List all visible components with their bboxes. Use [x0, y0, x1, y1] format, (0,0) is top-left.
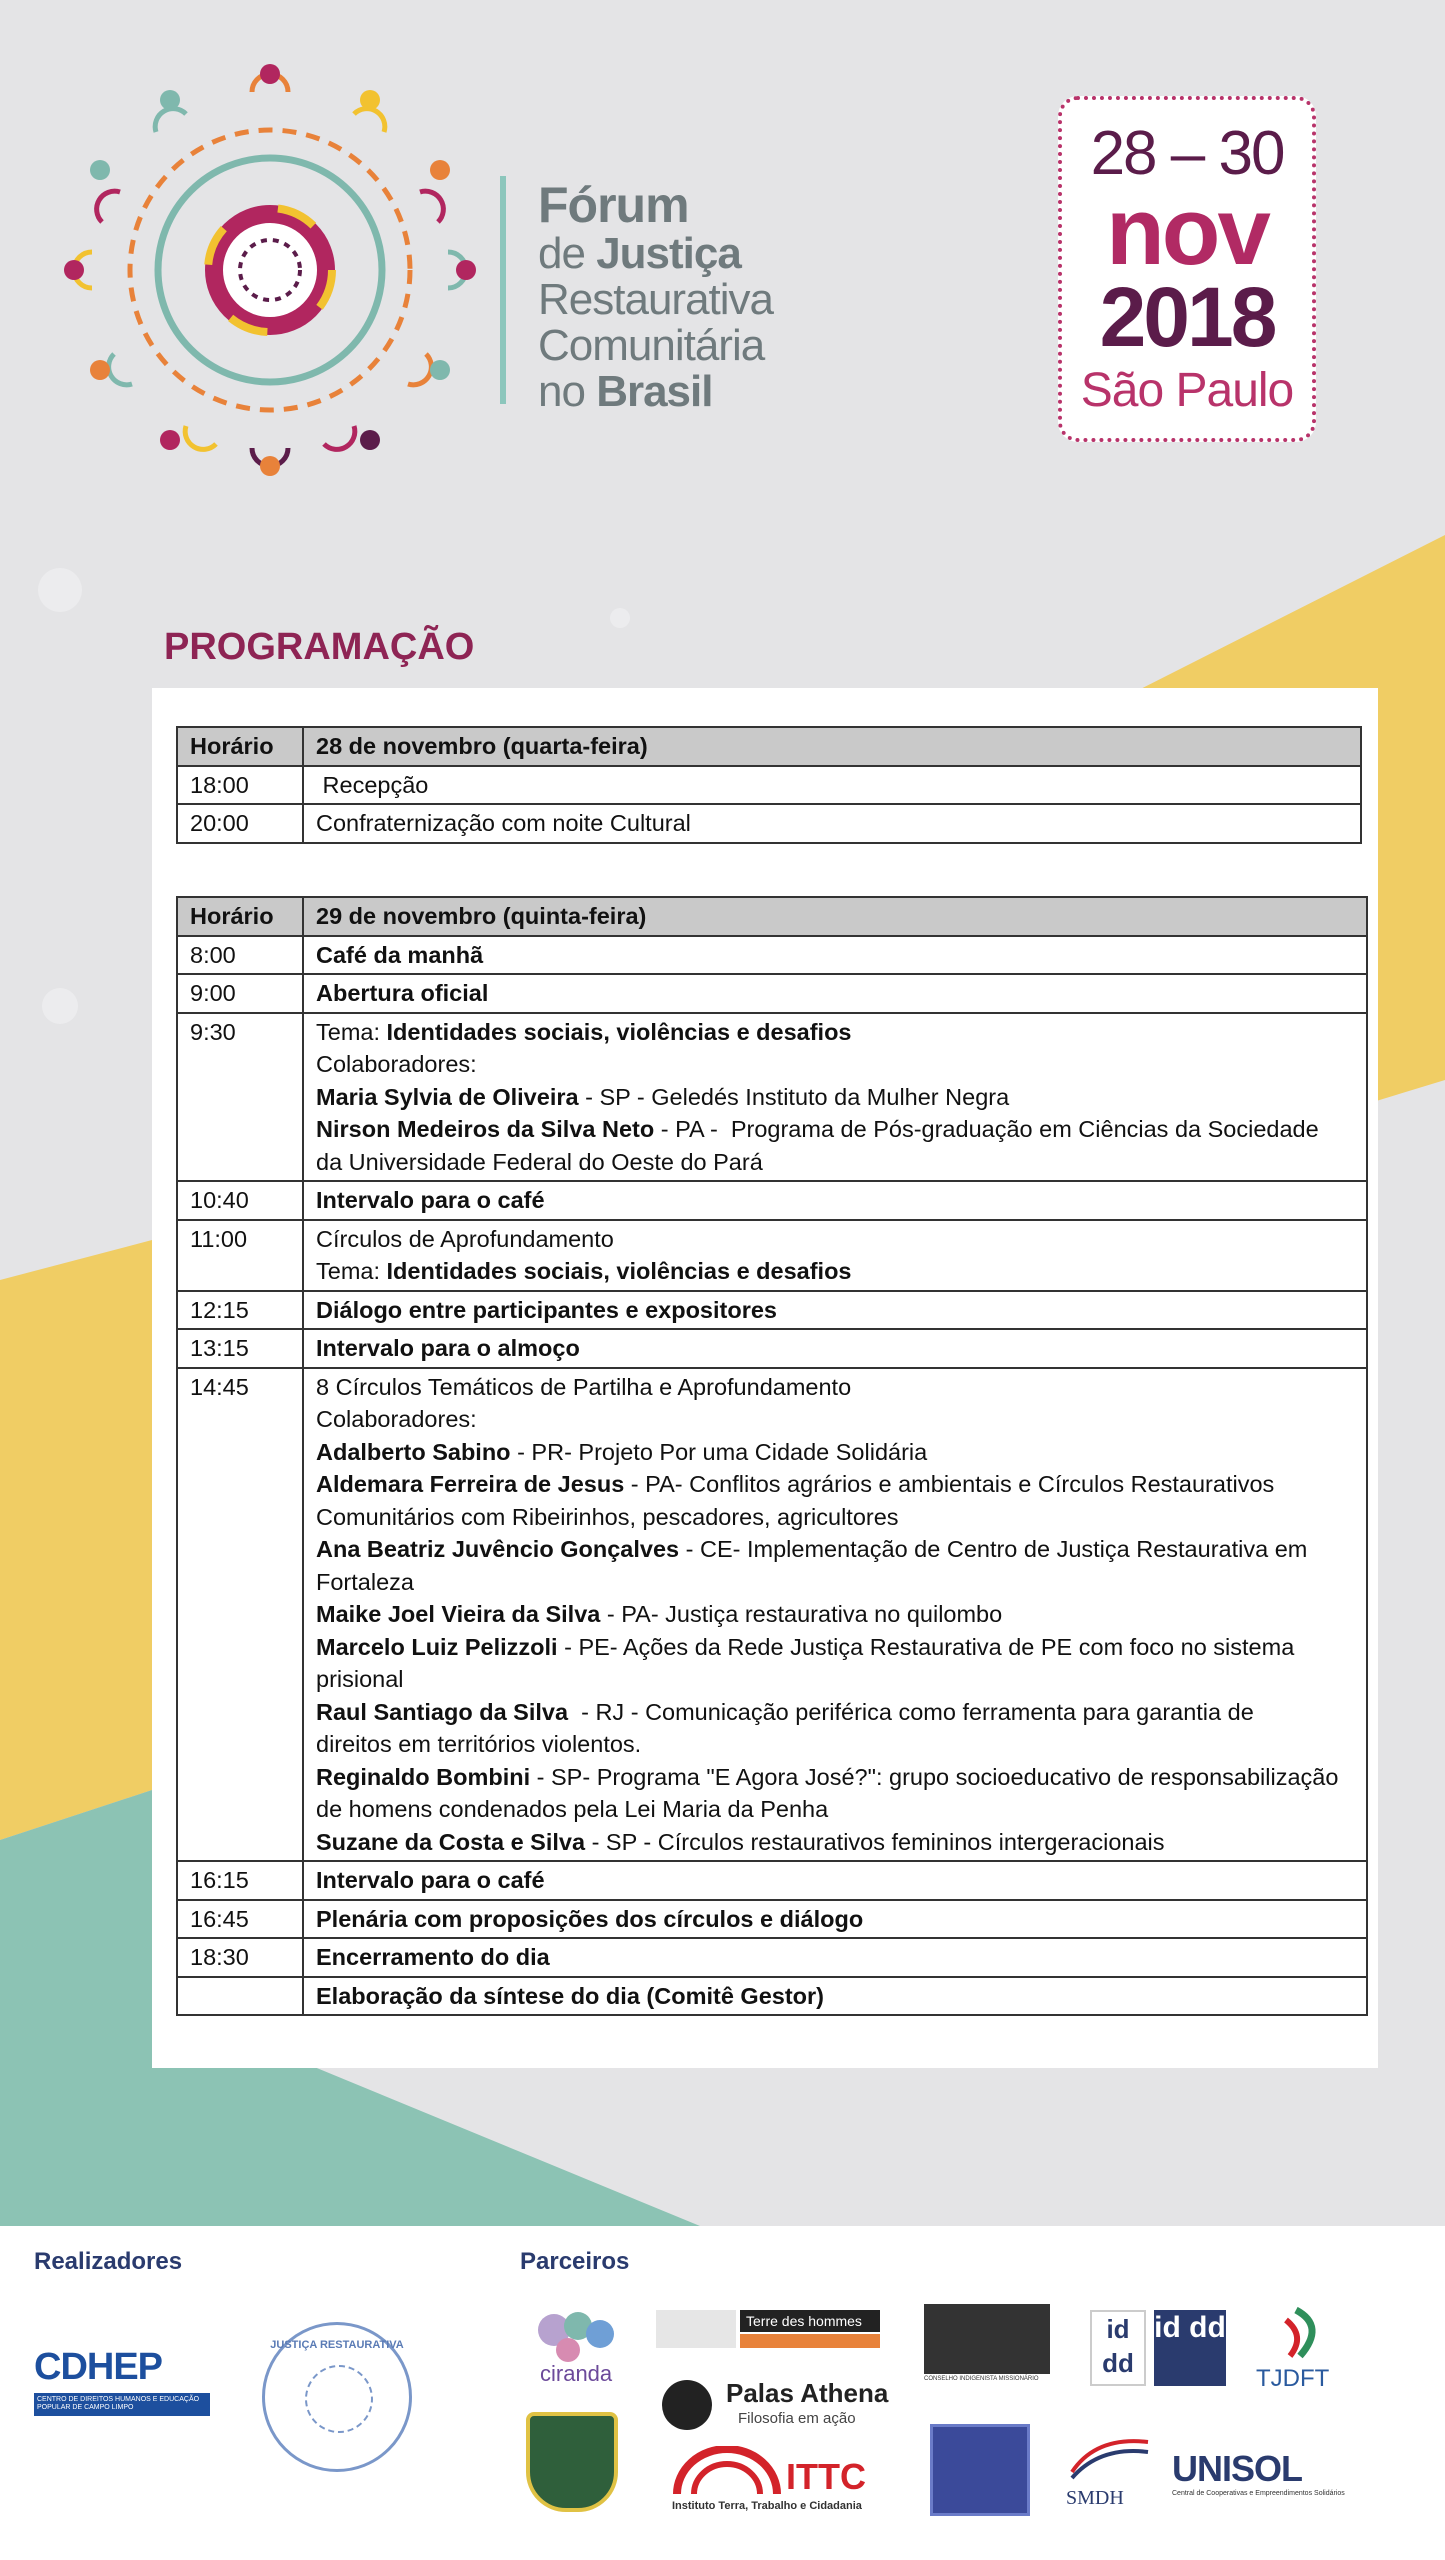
date-city: São Paulo — [1080, 364, 1294, 418]
date-month: nov — [1106, 178, 1268, 285]
title-divider — [500, 176, 506, 404]
cdhep-logo: CDHEP CENTRO DE DIREITOS HUMANOS E EDUCAÇÃO POPULAR DE CAMPO LIMPO — [34, 2346, 210, 2446]
row-text: Recepção — [303, 766, 1361, 805]
unisol-logo: UNISOL Central de Cooperativas e Empreendimentos Solidários — [1172, 2448, 1345, 2497]
table-row — [177, 1329, 1367, 1368]
title-line-2: de Justiça — [538, 229, 741, 278]
row-time: 20:00 — [177, 804, 303, 843]
day1-table — [176, 726, 1362, 844]
event-title — [538, 177, 774, 416]
table-row — [177, 1977, 1367, 2016]
row-time: 14:45 — [177, 1368, 303, 1862]
header-day: 29 de novembro (quinta-feira) — [303, 897, 1367, 936]
dove-emblem-icon — [930, 2424, 1030, 2516]
tjdft-logo: TJDFT — [1256, 2306, 1346, 2396]
row-time — [177, 1977, 303, 2016]
event-date-box — [1058, 96, 1316, 442]
row-text: Intervalo para o almoço — [303, 1329, 1367, 1368]
ittc-logo: ITTC Instituto Terra, Trabalho e Cidadania — [668, 2446, 898, 2520]
table-row — [177, 974, 1367, 1013]
table-row — [177, 1900, 1367, 1939]
footer-sponsors — [0, 2226, 1445, 2560]
table-row — [177, 1181, 1367, 1220]
table-row — [177, 1220, 1367, 1291]
section-title: PROGRAMAÇÃO — [164, 626, 475, 668]
row-time: 8:00 — [177, 936, 303, 975]
header-time: Horário — [177, 897, 303, 936]
ciranda-logo: ciranda — [524, 2308, 630, 2398]
realizadores-label: Realizadores — [34, 2248, 183, 2275]
table-row — [177, 1013, 1367, 1182]
row-text: Elaboração da síntese do dia (Comitê Gestor) — [303, 1977, 1367, 2016]
title-line-5: no Brasil — [538, 367, 713, 416]
cimi-logo: CONSELHO INDIGENISTA MISSIONÁRIO — [924, 2304, 1050, 2388]
row-time: 18:00 — [177, 766, 303, 805]
date-year: 2018 — [1099, 270, 1275, 365]
parceiros-label: Parceiros — [520, 2248, 630, 2275]
row-time: 16:45 — [177, 1900, 303, 1939]
justica-restaurativa-seal-icon: JUSTIÇA RESTAURATIVA — [262, 2322, 412, 2472]
iddd-logo: id dd id dd — [1090, 2310, 1230, 2390]
header-day: 28 de novembro (quarta-feira) — [303, 727, 1361, 766]
crest-logo-icon — [526, 2412, 618, 2512]
table-row — [177, 1291, 1367, 1330]
table-row — [177, 1861, 1367, 1900]
row-text: Café da manhã — [303, 936, 1367, 975]
day2-table — [176, 896, 1368, 2016]
header-time: Horário — [177, 727, 303, 766]
table-row — [177, 804, 1361, 843]
row-time: 18:30 — [177, 1938, 303, 1977]
row-time: 10:40 — [177, 1181, 303, 1220]
row-text: Intervalo para o café — [303, 1861, 1367, 1900]
row-text: Tema: Identidades sociais, violências e desafios Colaboradores: Maria Sylvia de Oliveira - SP - Geledés Instituto da Mulher Negra Nirson Medeiros da Silva Neto - PA - Programa de Pós-graduação em Ciências da Sociedade da Universidade Federal do Oeste do Pará — [303, 1013, 1367, 1182]
row-time: 13:15 — [177, 1329, 303, 1368]
yellow-stripe-left — [0, 1240, 152, 1840]
title-line-3: Restaurativa — [538, 275, 774, 324]
row-time: 11:00 — [177, 1220, 303, 1291]
row-text: Diálogo entre participantes e expositores — [303, 1291, 1367, 1330]
row-text: Abertura oficial — [303, 974, 1367, 1013]
forum-logo-icon — [60, 60, 480, 480]
title-line-4: Comunitária — [538, 321, 765, 370]
row-time: 12:15 — [177, 1291, 303, 1330]
table-row — [177, 1938, 1367, 1977]
title-line-1: Fórum — [538, 177, 689, 233]
table-row — [177, 1368, 1367, 1862]
row-text: Encerramento do dia — [303, 1938, 1367, 1977]
row-text: Confraternização com noite Cultural — [303, 804, 1361, 843]
table-header-row — [177, 897, 1367, 936]
terre-des-hommes-logo: Terre des hommes — [656, 2310, 880, 2350]
row-time: 9:30 — [177, 1013, 303, 1182]
row-text: Intervalo para o café — [303, 1181, 1367, 1220]
table-header-row — [177, 727, 1361, 766]
table-row — [177, 936, 1367, 975]
row-time: 9:00 — [177, 974, 303, 1013]
smdh-logo: SMDH — [1066, 2432, 1154, 2514]
row-time: 16:15 — [177, 1861, 303, 1900]
row-text: Círculos de Aprofundamento Tema: Identidades sociais, violências e desafios — [303, 1220, 1367, 1291]
row-text: Plenária com proposições dos círculos e diálogo — [303, 1900, 1367, 1939]
row-text: 8 Círculos Temáticos de Partilha e Aprofundamento Colaboradores: Adalberto Sabino - PR- Projeto Por uma Cidade Solidária Aldemara Ferreira de Jesus - PA- Conflitos agrários e ambientais e Círculos Restaurativos Comunitários com Ribeirinhos, pescadores, agricultores Ana Beatriz Juvêncio Gonçalves - CE- Implementação de Centro de Justiça Restaurativa em Fortaleza Maike Joel Vieira da Silva - PA- Justiça restaurativa no quilombo Marcelo Luiz Pelizzoli - PE- Ações da Rede Justiça Restaurativa de PE com foco no sistema prisional Raul Santiago da Silva - RJ - Comunicação periférica como ferramenta para garantia de direitos em territórios violentos. Reginaldo Bombini - SP- Programa "E Agora José?": grupo socioeducativo de responsabilização de homens condenados pela Lei Maria da Penha Suzane da Costa e Silva - SP - Círculos restaurativos femininos intergeracionais — [303, 1368, 1367, 1862]
palas-athena-logo: Palas Athena Filosofia em ação — [662, 2376, 892, 2432]
table-row — [177, 766, 1361, 805]
date-days: 28 – 30 — [1090, 119, 1284, 188]
